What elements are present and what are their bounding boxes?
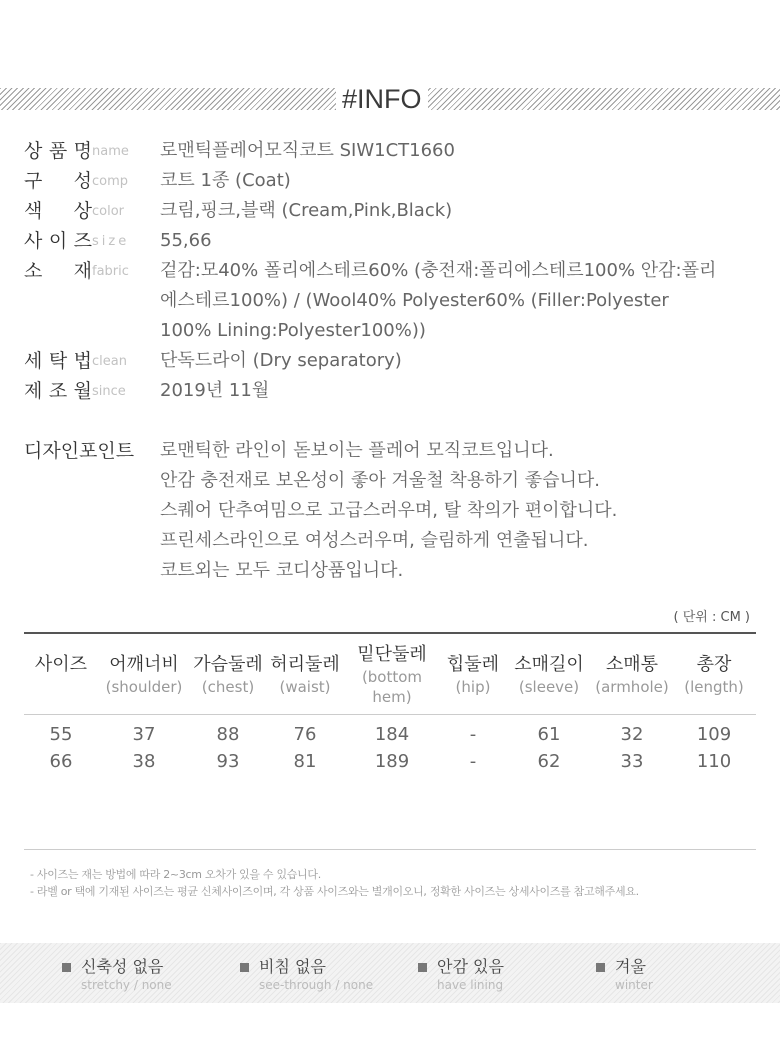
square-bullet-icon [596, 963, 605, 972]
spec-label-char: 이 [48, 230, 68, 252]
size-header-ko: 허리둘레 [270, 654, 340, 675]
design-point-label: 디자인포인트 [24, 440, 135, 462]
feature-sublabel: have lining [437, 978, 504, 992]
divider [24, 849, 756, 850]
spec-value-line: 에스테르100%) / (Wool40% Polyester60% (Filler:Polyester [160, 290, 669, 311]
size-table-row [24, 715, 756, 749]
spec-value-line: 100% Lining:Polyester100%)) [160, 320, 426, 341]
spec-label-char: 명 [73, 140, 92, 162]
size-header-en [24, 677, 98, 704]
spec-label [24, 226, 92, 256]
spec-row-size [24, 226, 764, 256]
spec-label-char: 탁 [48, 350, 68, 372]
size-header-cell [190, 633, 266, 715]
feature-label: 겨울 [615, 957, 646, 976]
spec-label-char: 상 [73, 200, 92, 222]
size-cell: 37 [132, 724, 156, 745]
spec-en-label: since [92, 384, 126, 399]
size-header-ko: 밑단둘레 [357, 644, 427, 665]
feature-sublabel: winter [615, 978, 653, 992]
spec-label-char: 구 [24, 170, 43, 192]
spec-label-char: 세 [24, 350, 43, 372]
size-cell: 76 [293, 724, 317, 745]
size-header-en: (chest) [201, 678, 255, 696]
spec-label-char: 즈 [73, 230, 92, 252]
feature-sublabel: stretchy / none [81, 978, 172, 992]
spec-en-label: size [92, 234, 130, 249]
spec-row-since [24, 376, 764, 406]
size-notes [30, 866, 770, 900]
spec-en-label: clean [92, 354, 127, 369]
design-point-line: 로맨틱한 라인이 돋보이는 플레어 모직코트입니다. [160, 440, 554, 461]
size-table-row [24, 748, 756, 775]
size-table-header-row [24, 633, 756, 715]
size-header-ko: 소매길이 [514, 654, 584, 675]
design-point-line: 코트외는 모두 코디상품입니다. [160, 560, 404, 581]
feature-bar [0, 943, 780, 1003]
size-header-en: (bottom hem) [361, 668, 423, 706]
size-cell: 32 [620, 724, 644, 745]
feature-label: 비침 없음 [259, 957, 326, 976]
spec-label-char: 성 [73, 170, 92, 192]
size-cell: - [469, 724, 477, 745]
size-header-ko: 소매통 [605, 654, 659, 675]
size-header-cell [672, 633, 756, 715]
spec-value: 55,66 [160, 230, 212, 251]
size-cell: 55 [49, 724, 73, 745]
spec-en-label: fabric [92, 264, 129, 279]
spec-label-char: 법 [73, 350, 92, 372]
spec-label [24, 166, 92, 196]
spec-label-char: 색 [24, 200, 43, 222]
square-bullet-icon [240, 963, 249, 972]
spec-label-char: 월 [73, 380, 92, 402]
spec-label-char: 사 [24, 230, 43, 252]
spec-en-label: comp [92, 174, 129, 189]
size-header-cell [506, 633, 592, 715]
size-header-ko: 어깨너비 [109, 654, 179, 675]
design-point-line: 안감 충전재로 보온성이 좋아 겨울철 착용하기 좋습니다. [160, 470, 600, 491]
square-bullet-icon [418, 963, 427, 972]
size-header-ko: 가슴둘레 [193, 654, 263, 675]
design-point [24, 436, 764, 586]
size-header-ko: 총장 [696, 654, 732, 675]
size-header-en: (shoulder) [105, 678, 183, 696]
size-cell: 184 [374, 724, 410, 745]
spec-row-comp [24, 166, 764, 196]
size-header-cell [24, 633, 98, 715]
size-header-en: (waist) [279, 678, 331, 696]
spec-label-char: 제 [24, 380, 43, 402]
spec-label [24, 346, 92, 376]
size-header-en: (hip) [455, 678, 491, 696]
size-cell: 61 [537, 724, 561, 745]
size-note: - 사이즈는 재는 방법에 따라 2~3cm 오차가 있을 수 있습니다. [30, 868, 321, 881]
size-header-en: (length) [684, 678, 744, 696]
feature-label: 신축성 없음 [81, 957, 164, 976]
spec-value: 2019년 11월 [160, 380, 270, 401]
spec-label-char: 재 [73, 260, 92, 282]
size-header-cell [592, 633, 672, 715]
size-header-en: (armhole) [595, 678, 669, 696]
size-cell: 33 [620, 751, 644, 772]
spec-value: 단독드라이 (Dry separatory) [160, 350, 402, 371]
size-cell: 66 [49, 751, 73, 772]
size-header-ko: 힙둘레 [446, 654, 500, 675]
spec-list [24, 136, 764, 406]
size-cell: 81 [293, 751, 317, 772]
size-unit-label: ( 단위 : CM ) [673, 610, 750, 625]
size-cell: 88 [216, 724, 240, 745]
size-cell: 110 [696, 751, 732, 772]
size-header-cell [440, 633, 506, 715]
size-cell: 109 [696, 724, 732, 745]
size-note: - 라벨 or 택에 기재된 사이즈는 평균 신체사이즈이며, 각 상품 사이즈와는 별개이오니, 정확한 사이즈는 상세사이즈를 참고해주세요. [30, 885, 639, 898]
spec-row-fabric [24, 256, 764, 346]
feature-label: 안감 있음 [437, 957, 504, 976]
spec-row-clean [24, 346, 764, 376]
spec-en-label: color [92, 204, 125, 219]
spec-label-char: 품 [48, 140, 68, 162]
square-bullet-icon [62, 963, 71, 972]
size-cell: 38 [132, 751, 156, 772]
size-table [24, 632, 756, 775]
spec-label-char: 상 [24, 140, 43, 162]
spec-label [24, 196, 92, 226]
spec-value: 로맨틱플레어모직코트 SIW1CT1660 [160, 140, 455, 161]
spec-en-label: name [92, 144, 129, 159]
design-point-line: 스퀘어 단추여밈으로 고급스러우며, 탈 착의가 편이합니다. [160, 500, 618, 521]
size-cell: 189 [374, 751, 410, 772]
size-header-cell [266, 633, 344, 715]
size-cell: 93 [216, 751, 240, 772]
design-point-line: 프린세스라인으로 여성스러우며, 슬림하게 연출됩니다. [160, 530, 589, 551]
size-header-en: (sleeve) [518, 678, 580, 696]
info-title: #INFO [336, 84, 428, 114]
spec-value [160, 256, 764, 346]
spec-value-line: 겉감:모40% 폴리에스테르60% (충전재:폴리에스테르100% 안감:폴리 [160, 260, 717, 281]
spec-value: 크림,핑크,블랙 (Cream,Pink,Black) [160, 200, 453, 221]
spec-label [24, 256, 92, 286]
spec-label [24, 136, 92, 166]
spec-label-char: 소 [24, 260, 43, 282]
spec-label [24, 376, 92, 406]
design-point-lines [160, 436, 764, 586]
size-cell: - [469, 751, 477, 772]
size-header-cell [344, 633, 440, 715]
spec-label-char: 조 [48, 380, 68, 402]
spec-value: 코트 1종 (Coat) [160, 170, 291, 191]
feature-sublabel: see-through / none [259, 978, 374, 992]
spec-row-color [24, 196, 764, 226]
spec-row-name [24, 136, 764, 166]
size-cell: 62 [537, 751, 561, 772]
size-header-ko: 사이즈 [34, 654, 88, 675]
size-header-cell [98, 633, 190, 715]
